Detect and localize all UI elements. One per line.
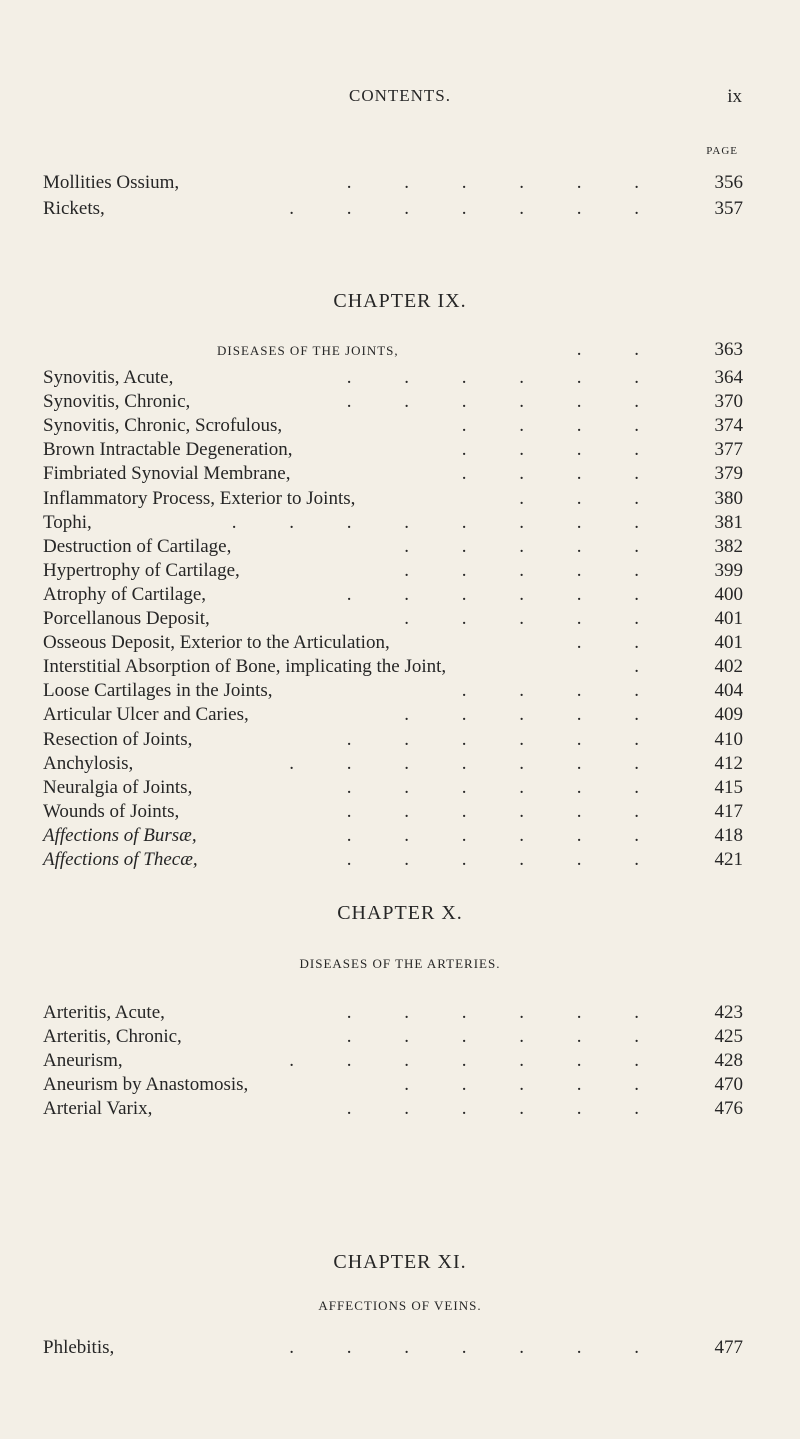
entry-page: 400 <box>714 583 743 605</box>
toc-entry <box>43 678 743 704</box>
toc-entry <box>43 389 743 415</box>
leader-dots: . . . . . . <box>346 800 663 822</box>
entry-title: Aneurism by Anastomosis, <box>43 1074 249 1096</box>
leader-dots: . . . . <box>461 463 663 485</box>
entry-page: 356 <box>714 172 743 193</box>
toc-entry <box>43 727 743 753</box>
entry-page: 415 <box>714 776 743 798</box>
entry-title: Synovitis, Chronic, Scrofulous, <box>43 415 283 437</box>
leader-dots: . . . . . <box>404 535 663 557</box>
entry-page: 418 <box>714 824 743 846</box>
toc-entry <box>43 196 743 222</box>
entry-title: Arteritis, Chronic, <box>43 1026 182 1048</box>
entry-page: 404 <box>714 680 743 702</box>
chapter-heading: CHAPTER X. <box>337 902 463 924</box>
leader-dots: . . . . . <box>404 559 663 581</box>
leader-dots: . . . . . . <box>346 367 663 388</box>
entry-title: Fimbriated Synovial Membrane, <box>43 463 291 485</box>
leader-dots: . . . . . . <box>346 172 663 193</box>
toc-entry <box>43 170 743 196</box>
entry-title: Affections of Thecæ, <box>43 849 198 870</box>
entry-page: 409 <box>714 704 743 726</box>
toc-entry <box>43 654 743 680</box>
entry-title: Affections of Bursæ, <box>43 824 197 846</box>
entry-page: 412 <box>714 752 743 774</box>
toc-entry <box>43 606 743 632</box>
entry-page: 477 <box>714 1337 743 1358</box>
entry-page: 401 <box>714 608 743 629</box>
leader-dots: . . . <box>519 487 663 509</box>
entry-title: Articular Ulcer and Caries, <box>43 704 249 726</box>
entry-page: 380 <box>714 487 743 509</box>
toc-entry <box>43 1335 743 1361</box>
entry-page: 423 <box>714 1002 743 1023</box>
entry-page: 381 <box>714 511 743 533</box>
leader-dots: . . . . . . <box>346 824 663 846</box>
running-title: CONTENTS. <box>348 86 452 105</box>
toc-entry <box>43 558 743 584</box>
leader-dots: . . . . . . . <box>289 752 663 774</box>
entry-page: 421 <box>714 849 743 870</box>
section-row <box>43 339 743 365</box>
toc-entry <box>43 847 743 873</box>
leader-dots: . . . . . . . <box>289 1050 663 1072</box>
toc-entry <box>43 775 743 801</box>
entry-title: Anchylosis, <box>43 752 134 774</box>
toc-entry <box>43 630 743 656</box>
toc-entry <box>43 534 743 560</box>
leader-dots: . . . . . . . . <box>231 511 663 533</box>
entry-title: Synovitis, Chronic, <box>43 391 191 413</box>
section-heading: DISEASES OF THE ARTERIES. <box>299 956 501 971</box>
leader-dots: . . . . . . <box>346 1098 663 1120</box>
entry-title: Arterial Varix, <box>43 1098 153 1120</box>
entry-page: 374 <box>714 415 743 437</box>
toc-entry <box>43 582 743 608</box>
leader-dots: . . . . . <box>404 1074 663 1096</box>
leader-dots: . . . . . . . <box>289 198 663 219</box>
entry-page: 364 <box>714 367 743 388</box>
section-heading: DISEASES OF THE JOINTS, <box>217 343 399 358</box>
leader-dots: . . . . <box>461 439 663 461</box>
toc-entry <box>43 1000 743 1026</box>
leader-dots: . <box>634 656 663 678</box>
entry-title: Wounds of Joints, <box>43 800 180 822</box>
page-header <box>0 86 800 116</box>
entry-title: Arteritis, Acute, <box>43 1002 165 1023</box>
entry-title: Mollities Ossium, <box>43 172 180 193</box>
leader-dots: . . <box>576 632 663 654</box>
entry-page: 382 <box>714 535 743 557</box>
leader-dots: . . . . . <box>404 704 663 726</box>
toc-entry <box>43 1048 743 1074</box>
section-page: 363 <box>714 339 743 360</box>
entry-page: 428 <box>714 1050 743 1072</box>
toc-entry <box>43 702 743 728</box>
toc-entry <box>43 1096 743 1122</box>
leader-dots: . . . . <box>461 415 663 437</box>
entry-page: 357 <box>714 198 743 219</box>
entry-page: 470 <box>714 1074 743 1096</box>
entry-title: Hypertrophy of Cartilage, <box>43 559 240 581</box>
leader-dots: . . . . . . <box>346 776 663 798</box>
entry-page: 377 <box>714 439 743 461</box>
leader-dots: . . . . . . <box>346 728 663 750</box>
toc-entry <box>43 1072 743 1098</box>
entry-page: 476 <box>714 1098 743 1120</box>
leader-dots: . . . . . . <box>346 1002 663 1023</box>
toc-entry <box>43 510 743 536</box>
entry-title: Loose Cartilages in the Joints, <box>43 680 273 702</box>
entry-title: Interstitial Absorption of Bone, implicating the Joint, <box>43 656 447 678</box>
page-number: ix <box>727 86 742 107</box>
entry-page: 402 <box>714 656 743 678</box>
entry-page: 410 <box>714 728 743 750</box>
toc-entry <box>43 437 743 463</box>
entry-title: Neuralgia of Joints, <box>43 776 193 798</box>
toc-entry <box>43 823 743 849</box>
toc-entry <box>43 1024 743 1050</box>
entry-page: 425 <box>714 1026 743 1048</box>
leader-dots: . . . . . . <box>346 583 663 605</box>
section-heading: AFFECTIONS OF VEINS. <box>318 1298 482 1313</box>
leader-dots: . . <box>576 339 663 360</box>
entry-page: 417 <box>714 800 743 822</box>
leader-dots: . . . . . . <box>346 391 663 413</box>
leader-dots: . . . . . . <box>346 849 663 870</box>
toc-entry <box>43 486 743 512</box>
entry-page: 399 <box>714 559 743 581</box>
entry-title: Brown Intractable Degeneration, <box>43 439 293 461</box>
entry-title: Aneurism, <box>43 1050 123 1072</box>
entry-title: Phlebitis, <box>43 1337 115 1358</box>
entry-page: 379 <box>714 463 743 485</box>
page-column-label: PAGE <box>706 145 738 157</box>
entry-title: Destruction of Cartilage, <box>43 535 232 557</box>
entry-title: Porcellanous Deposit, <box>43 608 210 629</box>
entry-page: 401 <box>714 632 743 654</box>
entry-title: Atrophy of Cartilage, <box>43 583 207 605</box>
entry-title: Synovitis, Acute, <box>43 367 174 388</box>
leader-dots: . . . . . . . <box>289 1337 663 1358</box>
entry-title: Resection of Joints, <box>43 728 193 750</box>
toc-entry <box>43 461 743 487</box>
entry-title: Tophi, <box>43 511 92 533</box>
toc-entry <box>43 365 743 391</box>
toc-entry <box>43 799 743 825</box>
toc-entry <box>43 751 743 777</box>
entry-title: Rickets, <box>43 198 105 219</box>
leader-dots: . . . . <box>461 680 663 702</box>
chapter-heading: CHAPTER XI. <box>333 1251 467 1273</box>
entry-title: Osseous Deposit, Exterior to the Articulation, <box>43 632 390 654</box>
toc-entry <box>43 413 743 439</box>
entry-title: Inflammatory Process, Exterior to Joints, <box>43 487 356 509</box>
leader-dots: . . . . . <box>404 608 663 629</box>
entry-page: 370 <box>714 391 743 413</box>
chapter-heading: CHAPTER IX. <box>333 290 467 312</box>
leader-dots: . . . . . . <box>346 1026 663 1048</box>
